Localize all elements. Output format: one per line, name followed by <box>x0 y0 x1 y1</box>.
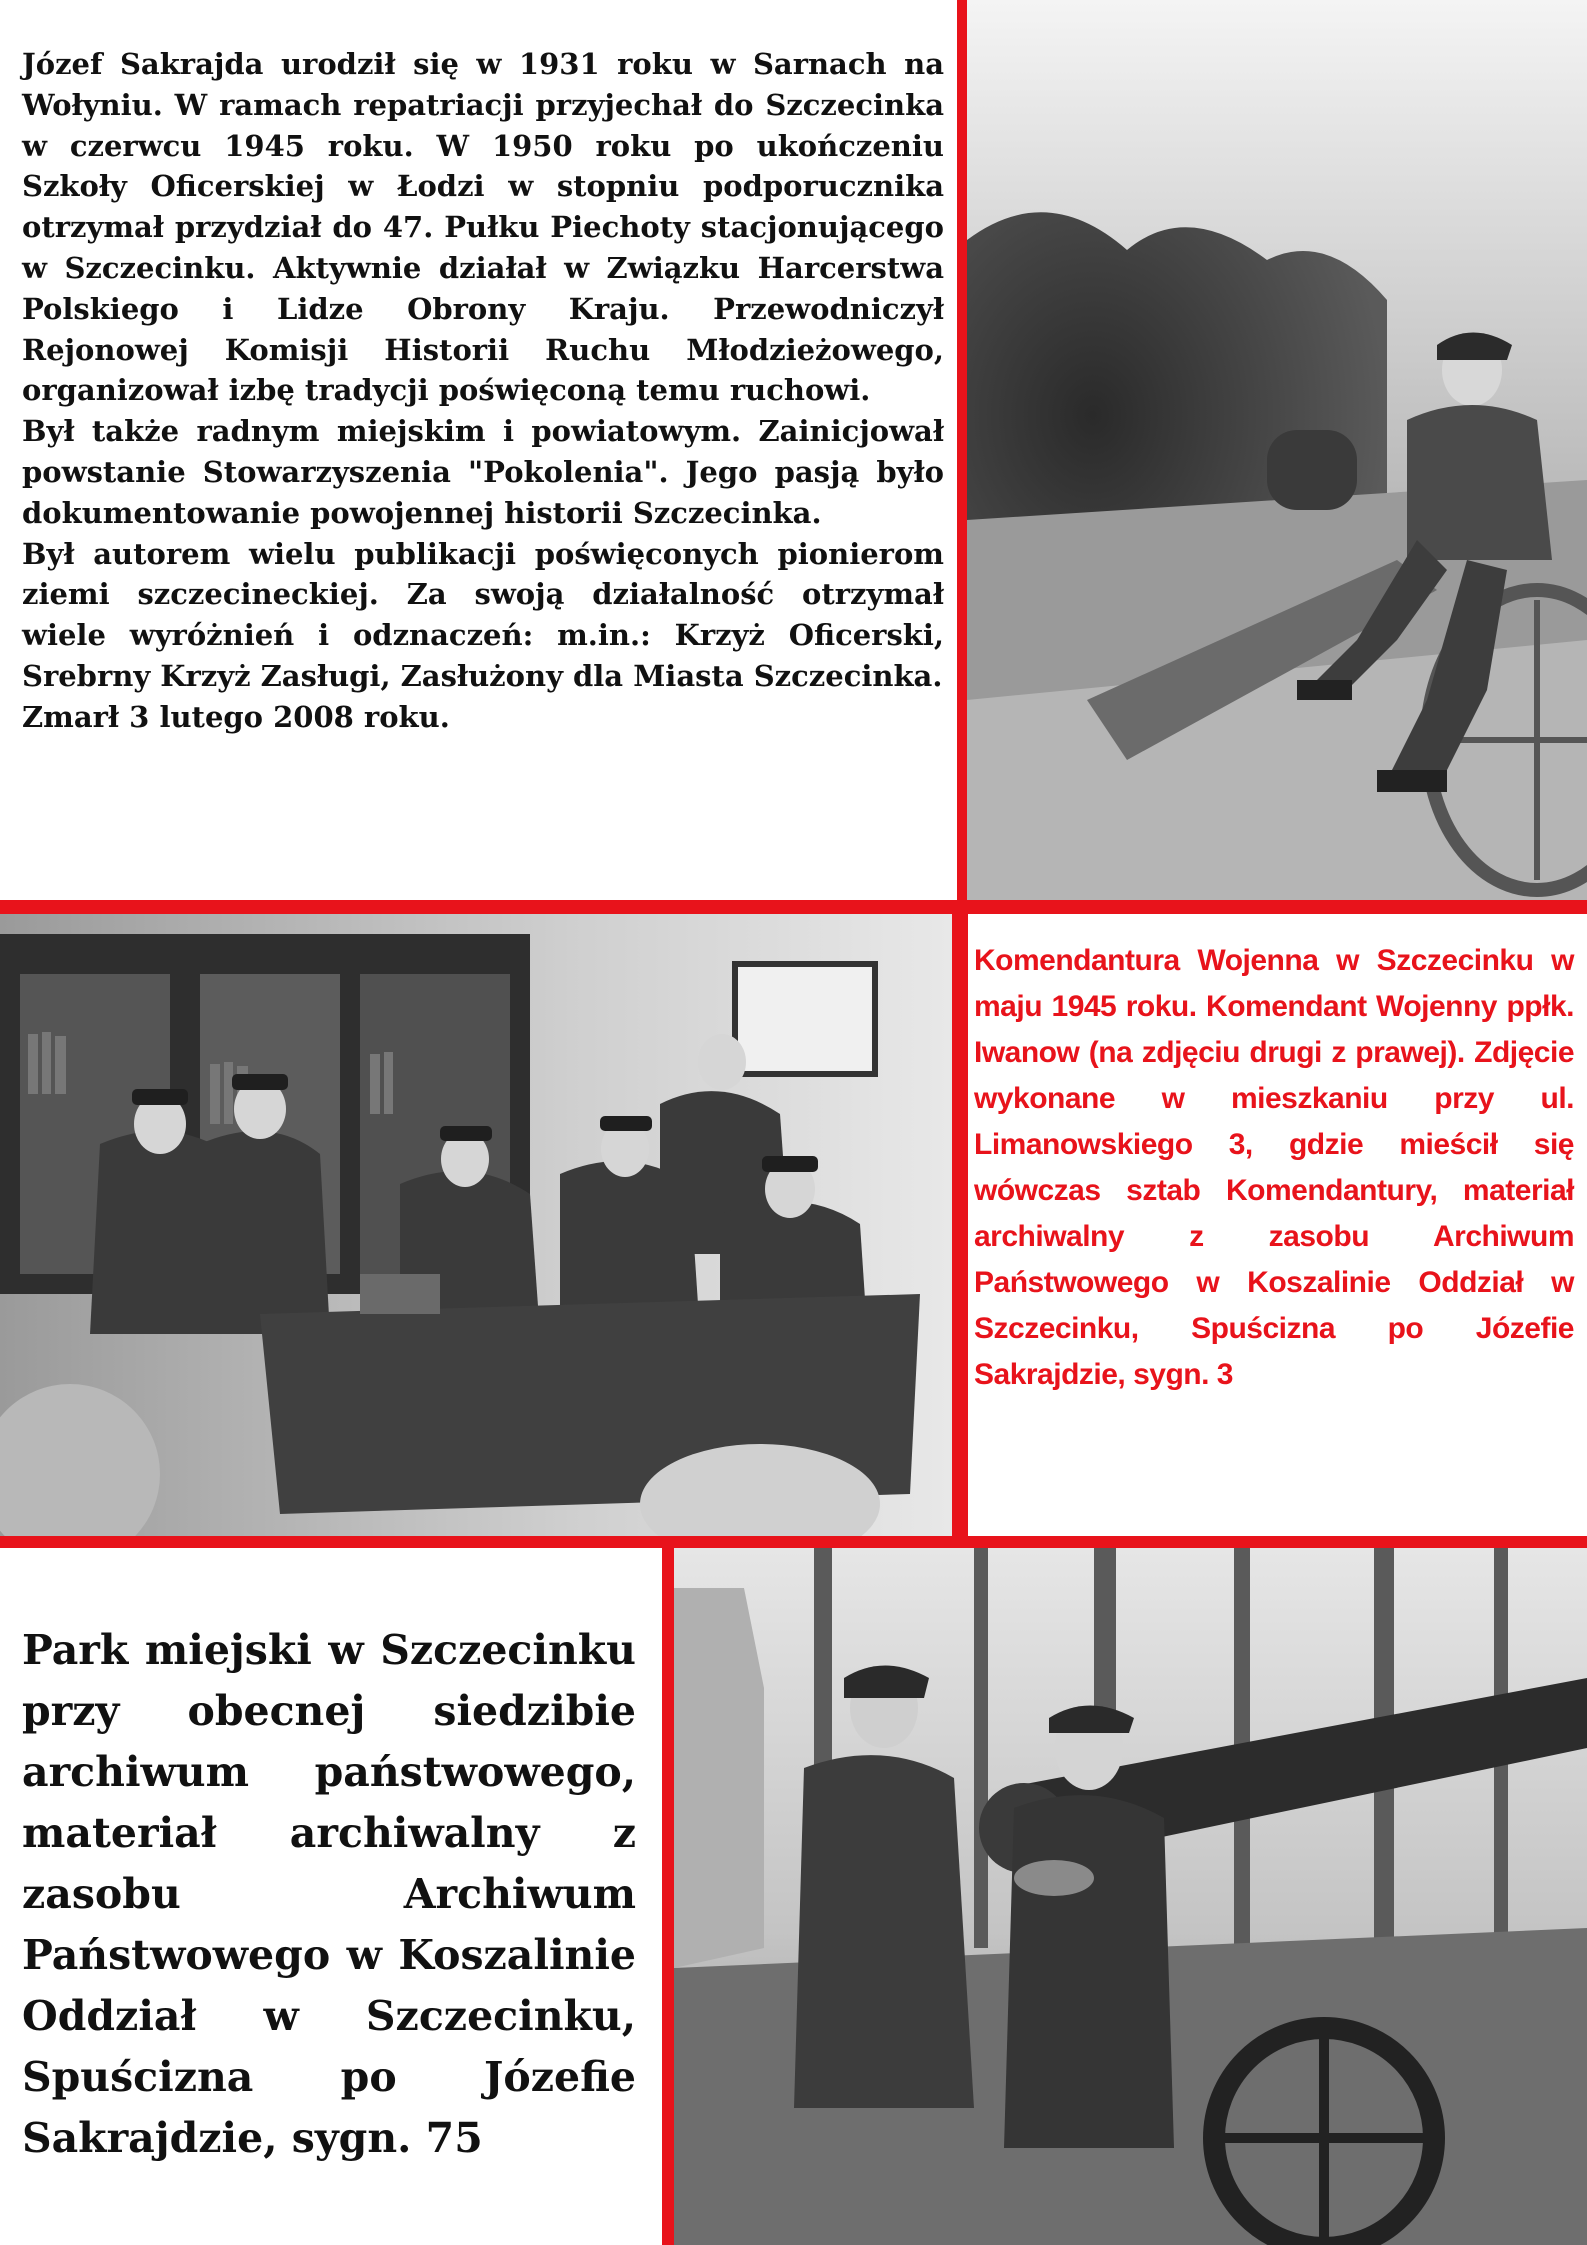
frame-bar <box>0 1536 1587 1548</box>
photo-park-cannon <box>674 1548 1587 2245</box>
biography-paragraph: Zmarł 3 lutego 2008 roku. <box>22 699 450 734</box>
frame-bar <box>952 914 968 1536</box>
photo-command-office <box>0 914 952 1536</box>
frame-bar <box>662 1548 674 2245</box>
photo-officer-on-cannon <box>967 0 1587 900</box>
park-photo-caption: Park miejski w Szczecinku przy obecnej siedzibie archiwum państwowego, materiał archiwalny z zasobu Archiwum Państwowego w Koszalinie Oddział w Szczecinku, Spuścizna po Józefie Sakrajdzie, sygn. 75 <box>22 1626 636 2162</box>
photo-officer-on-cannon-image <box>967 0 1587 900</box>
biography-paragraph: Józef Sakrajda urodził się w 1931 roku w Sarnach na Wołyniu. W ramach repatriacji przyjechał do Szczecinka w czerwcu 1945 roku. W 1950 roku po ukończeniu Szkoły Oficerskiej w Łodzi w stopniu podporucznika otrzymał przydział do 47. Pułku Piechoty stacjonującego w Szczecinku. Aktywnie działał w Związku Harcerstwa Polskiego i Lidze Obrony Kraju. Przewodniczył Rejonowej Komisji Historii Ruchu Młodzieżowego, organizował izbę tradycji poświęconą temu ruchowi. <box>22 47 944 408</box>
photo-park-cannon-image <box>674 1548 1587 2245</box>
biography-paragraph: Był także radnym miejskim i powiatowym. Zainicjował powstanie Stowarzyszenia "Pokolenia". Jego pasją było dokumentowanie powojennej historii Szczecinka. <box>22 414 944 530</box>
photo-command-office-image <box>0 914 952 1536</box>
command-photo-caption: Komendantura Wojenna w Szczecinku w maju 1945 roku. Komendant Wojenny ppłk. Iwanow (na zdjęciu drugi z prawej). Zdjęcie wykonane w mieszkaniu przy ul. Limanowskiego 3, gdzie mieścił się wówczas sztab Komendantury, materiał archiwalny z zasobu Archiwum Państwowego w Koszalinie Oddział w Szczecinku, Spuścizna po Józefie Sakrajdzie, sygn. 3 <box>974 944 1574 1391</box>
biography-text <box>22 44 944 738</box>
biography-paragraph: Był autorem wielu publikacji poświęconych pionierom ziemi szczecineckiej. Za swoją działalność otrzymał wiele wyróżnień i odznaczeń: m.in.: Krzyż Oficerski, Srebrny Krzyż Zasługi, Zasłużony dla Miasta Szczecinka. <box>22 536 944 693</box>
frame-bar <box>957 0 967 905</box>
frame-bar <box>0 900 1587 914</box>
